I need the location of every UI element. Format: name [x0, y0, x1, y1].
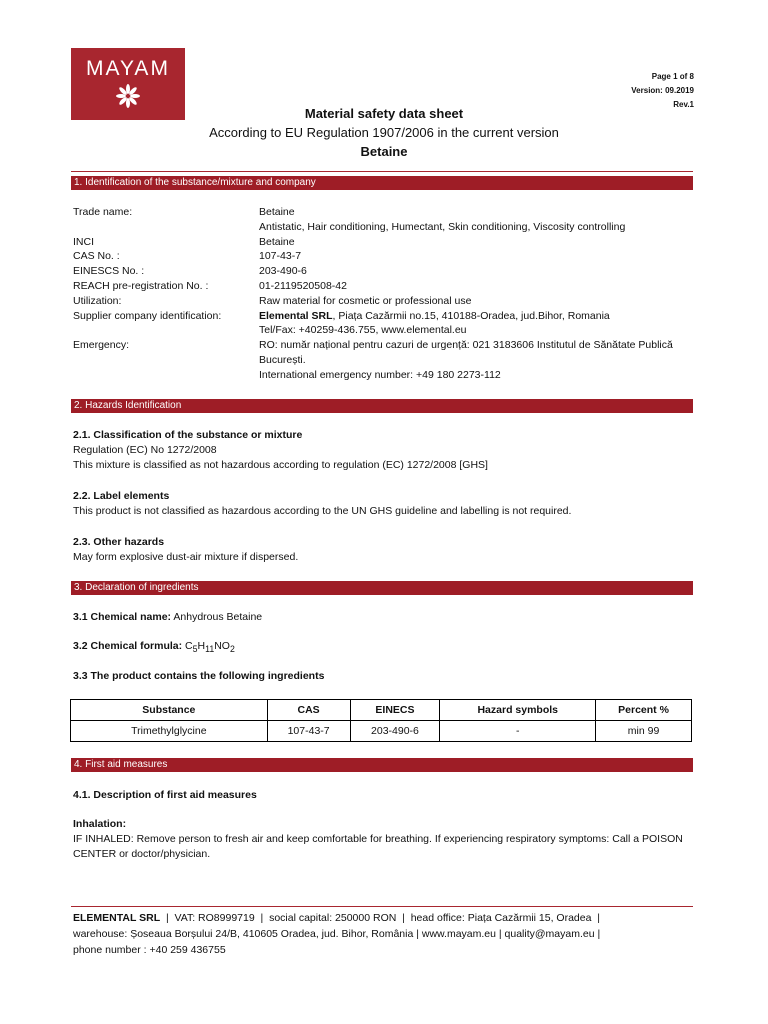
supplier-line [259, 309, 699, 324]
formula-part: H [197, 640, 206, 652]
field-value: Raw material for cosmetic or professional use [259, 294, 472, 307]
revision: Rev.1 [673, 100, 694, 109]
ingredients-table [70, 699, 692, 742]
footer-line: phone number : +40 259 436755 [73, 944, 226, 956]
formula-part: C [185, 640, 193, 652]
paragraph: IF INHALED: Remove person to fresh air and keep comfortable for breathing. If experiencing respiratory symptoms: Call a POISON CENTER or doctor/physician. [73, 833, 683, 860]
supplier-name: Elemental SRL [259, 309, 333, 322]
field-label: Emergency: [73, 339, 130, 352]
reach-row [73, 279, 699, 294]
subsection-title: 2.2. Label elements [73, 490, 170, 502]
field-value: Anhydrous Betaine [173, 611, 263, 623]
field-value [259, 309, 699, 339]
inci-row [73, 235, 699, 250]
page-number: Page 1 of 8 [651, 72, 694, 81]
table-cell: - [440, 721, 596, 742]
field-value [259, 338, 699, 382]
field-label: CAS No. : [73, 250, 120, 263]
table-header-row [71, 700, 692, 721]
trade-name-row [73, 205, 699, 235]
trade-name-description: Antistatic, Hair conditioning, Humectant, Skin conditioning, Viscosity controlling [259, 220, 626, 233]
paragraph: This product is not classified as hazardous according to the UN GHS guideline and labelling is not required. [73, 505, 572, 517]
hazard-classification [73, 428, 695, 473]
header-divider [71, 171, 693, 172]
column-header: Substance [71, 700, 268, 721]
table-cell: 107-43-7 [267, 721, 350, 742]
table-row [71, 721, 692, 742]
trade-name: Betaine [259, 206, 295, 218]
document-title-block [0, 104, 768, 161]
chemical-name [73, 610, 695, 625]
field-label: Utilization: [73, 294, 122, 307]
footer-company: ELEMENTAL SRL [73, 912, 161, 924]
field-value [259, 205, 699, 235]
column-header: CAS [267, 700, 350, 721]
utilization-row [73, 294, 699, 309]
field-value: Betaine [259, 235, 295, 248]
document-subtitle: According to EU Regulation 1907/2006 in the current version [209, 125, 559, 140]
field-label: INCI [73, 235, 94, 248]
other-hazards [73, 535, 695, 565]
formula-value [185, 640, 235, 655]
paragraph: This mixture is classified as not hazardous according to regulation (EC) 1272/2008 [GHS] [73, 459, 488, 471]
subsection-title: Inhalation: [73, 818, 127, 830]
table-cell: Trimethylglycine [71, 721, 268, 742]
subsection-title: 2.3. Other hazards [73, 536, 165, 548]
field-value: 01-2119520508-42 [259, 279, 347, 292]
field-label: 3.1 Chemical name: [73, 611, 172, 623]
field-value: 107-43-7 [259, 250, 302, 263]
footer-line: warehouse: Șoseaua Borșului 24/B, 410605 Oradea, jud. Bihor, România | www.mayam.eu | quality@mayam.eu | [73, 928, 601, 940]
chemical-formula [73, 639, 695, 657]
table-cell: min 99 [596, 721, 692, 742]
formula-part: NO [214, 640, 230, 652]
product-name: Betaine [360, 144, 408, 159]
footer-line [73, 910, 695, 926]
supplier-row [73, 309, 699, 339]
supplier-address: , Piața Cazărmii no.15, 410188-Oradea, jud.Bihor, Romania [332, 309, 610, 322]
section-3-header: 3. Declaration of ingredients [71, 581, 693, 595]
inhalation-block [73, 817, 695, 862]
first-aid-title: 4.1. Description of first aid measures [73, 789, 257, 801]
supplier-contact: Tel/Fax: +40259-436.755, www.elemental.eu [259, 324, 467, 337]
emergency-ro: RO: număr național pentru cazuri de urgență: 021 3183606 Institutul de Sănătate Publică București. [259, 339, 673, 366]
emergency-row [73, 338, 699, 382]
field-label: 3.2 Chemical formula: [73, 640, 183, 652]
einecs-row [73, 264, 699, 279]
ingredients-intro: 3.3 The product contains the following ingredients [73, 670, 325, 682]
label-elements [73, 489, 695, 519]
paragraph: May form explosive dust-air mixture if dispersed. [73, 551, 299, 563]
footer-details: | VAT: RO8999719 | social capital: 250000 RON | head office: Piața Cazărmii 15, Oradea | [160, 912, 601, 924]
field-value: 203-490-6 [259, 265, 307, 278]
cas-row [73, 249, 699, 264]
page-footer [73, 910, 695, 958]
field-label: Supplier company identification: [73, 309, 222, 322]
field-label: Trade name: [73, 206, 133, 218]
formula-subscript: 5 [192, 644, 198, 655]
document-title: Material safety data sheet [304, 106, 464, 121]
column-header: Percent % [596, 700, 692, 721]
paragraph: Regulation (EC) No 1272/2008 [73, 444, 217, 456]
column-header: Hazard symbols [440, 700, 596, 721]
emergency-international: International emergency number: +49 180 2273-112 [259, 368, 501, 381]
formula-subscript: 11 [205, 644, 215, 655]
table-cell: 203-490-6 [350, 721, 440, 742]
field-label: EINESCS No. : [73, 265, 145, 278]
section-1-header: 1. Identification of the substance/mixture and company [71, 176, 693, 190]
logo-text: MAYAM [86, 57, 170, 80]
version: Version: 09.2019 [631, 86, 694, 95]
column-header: EINECS [350, 700, 440, 721]
identification-list [73, 205, 699, 383]
formula-subscript: 2 [229, 644, 235, 655]
field-label: REACH pre-registration No. : [73, 279, 209, 292]
section-2-header: 2. Hazards Identification [71, 399, 693, 413]
footer-divider [71, 906, 693, 907]
subsection-title: 2.1. Classification of the substance or mixture [73, 429, 303, 441]
section-4-header: 4. First aid measures [71, 758, 693, 772]
